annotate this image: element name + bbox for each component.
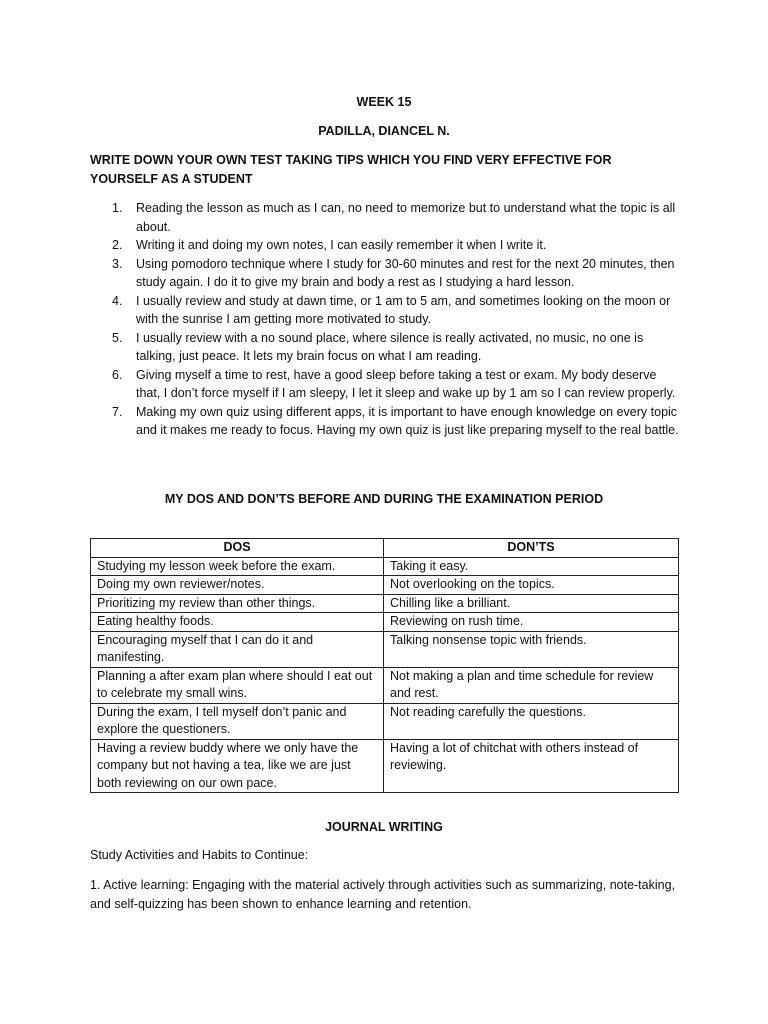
journal-subtitle: Study Activities and Habits to Continue:	[90, 848, 309, 862]
instruction-heading: WRITE DOWN YOUR OWN TEST TAKING TIPS WHICH YOU FIND VERY EFFECTIVE FOR YOURSELF AS A STUDENT	[90, 153, 612, 186]
list-item	[90, 199, 680, 236]
tips-list	[90, 199, 680, 440]
donts-cell: Talking nonsense topic with friends.	[384, 631, 679, 667]
list-item-text: I usually review and study at dawn time, or 1 am to 5 am, and sometimes looking on the moon or with the sunrise I am getting more motivated to study.	[136, 293, 671, 326]
list-item	[90, 329, 680, 366]
list-item	[90, 255, 680, 292]
dos-cell: Studying my lesson week before the exam.	[91, 557, 384, 576]
list-item	[90, 403, 680, 440]
week-heading: WEEK 15	[356, 95, 412, 109]
donts-cell: Not reading carefully the questions.	[384, 703, 679, 739]
table-row	[91, 613, 679, 632]
list-item-number: 5.	[112, 330, 123, 345]
table-row	[91, 557, 679, 576]
journal-item-1: 1. Active learning: Engaging with the material actively through activities such as summarizing, note-taking, and self-quizzing has been shown to enhance learning and retention.	[90, 878, 676, 911]
donts-cell: Chilling like a brilliant.	[384, 594, 679, 613]
table-row	[91, 739, 679, 793]
dos-cell: Eating healthy foods.	[91, 613, 384, 632]
list-item	[90, 236, 680, 255]
list-item	[90, 292, 680, 329]
dos-cell: Having a review buddy where we only have the company but not having a tea, like we are just both reviewing on our own pace.	[91, 739, 384, 793]
list-item-text: Giving myself a time to rest, have a good sleep before taking a test or exam. My body deserve that, I don’t force myself if I am sleepy, I let it sleep and wake up by 1 am so I can review properly.	[136, 367, 676, 400]
dos-cell: During the exam, I tell myself don’t panic and explore the questioners.	[91, 703, 384, 739]
dos-donts-title: MY DOS AND DON’TS BEFORE AND DURING THE EXAMINATION PERIOD	[164, 492, 604, 506]
table-row	[91, 667, 679, 703]
journal-title: JOURNAL WRITING	[325, 820, 443, 834]
list-item-text: Making my own quiz using different apps, it is important to have enough knowledge on every topic and it makes me ready to focus. Having my own quiz is just like preparing myself to the real battle.	[136, 404, 679, 437]
donts-column-header: DON’TS	[384, 539, 679, 558]
list-item-number: 4.	[112, 293, 123, 308]
table-row	[91, 703, 679, 739]
dos-cell: Doing my own reviewer/notes.	[91, 576, 384, 595]
table-header-row	[91, 539, 679, 558]
list-item-number: 3.	[112, 256, 123, 271]
list-item-number: 1.	[112, 201, 123, 215]
donts-cell: Not overlooking on the topics.	[384, 576, 679, 595]
student-name: PADILLA, DIANCEL N.	[318, 124, 450, 138]
list-item-text: Writing it and doing my own notes, I can easily remember it when I write it.	[136, 238, 547, 252]
list-item-number: 6.	[112, 367, 123, 382]
dos-column-header: DOS	[91, 539, 384, 558]
list-item-text: Reading the lesson as much as I can, no need to memorize but to understand what the topic is all about.	[136, 201, 676, 234]
dos-cell: Planning a after exam plan where should I eat out to celebrate my small wins.	[91, 667, 384, 703]
list-item-number: 7.	[112, 404, 123, 419]
donts-cell: Not making a plan and time schedule for review and rest.	[384, 667, 679, 703]
dos-donts-table	[90, 538, 679, 793]
donts-cell: Having a lot of chitchat with others instead of reviewing.	[384, 739, 679, 793]
table-row	[91, 576, 679, 595]
list-item	[90, 366, 680, 403]
dos-cell: Prioritizing my review than other things.	[91, 594, 384, 613]
table-row	[91, 594, 679, 613]
list-item-text: I usually review with a no sound place, where silence is really activated, no music, no one is talking, just peace. It lets my brain focus on what I am reading.	[136, 330, 644, 363]
table-row	[91, 631, 679, 667]
list-item-number: 2.	[112, 238, 123, 252]
dos-cell: Encouraging myself that I can do it and manifesting.	[91, 631, 384, 667]
donts-cell: Reviewing on rush time.	[384, 613, 679, 632]
donts-cell: Taking it easy.	[384, 557, 679, 576]
list-item-text: Using pomodoro technique where I study for 30-60 minutes and rest for the next 20 minutes, then study again. I do it to give my brain and body a rest as I studying a hard lesson.	[136, 256, 675, 289]
